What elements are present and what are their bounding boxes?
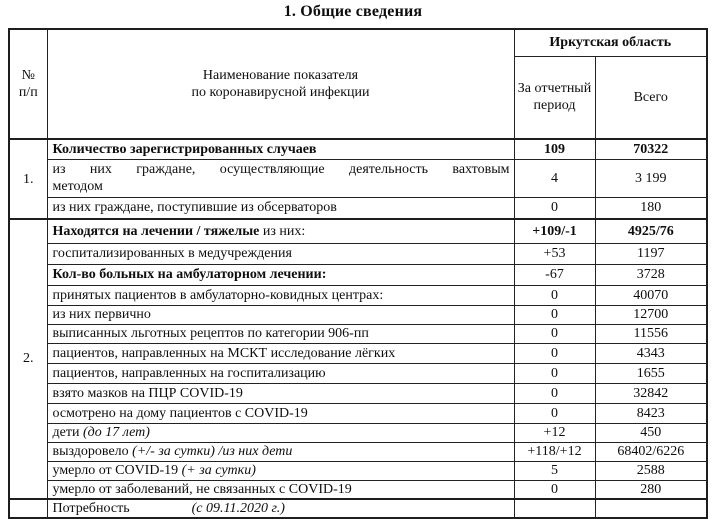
value-total: 3728 xyxy=(595,264,707,285)
value-total: 70322 xyxy=(595,139,707,159)
value-total: 3 199 xyxy=(595,159,707,197)
value-period xyxy=(514,499,595,518)
value-period: 0 xyxy=(514,343,595,363)
value-total: 450 xyxy=(595,423,707,442)
row-label-main: умерло от COVID-19 xyxy=(52,463,182,478)
table-row xyxy=(9,197,707,219)
row-label: Кол-во больных на амбулаторном лечении: xyxy=(47,264,514,285)
row-label: взято мазков на ПЦР COVID-19 xyxy=(47,383,514,403)
row-label xyxy=(47,499,514,518)
row-label xyxy=(47,461,514,480)
row-label: принятых пациентов в амбулаторно-ковидных центрах: xyxy=(47,285,514,305)
table-row xyxy=(9,219,707,243)
row-label xyxy=(47,442,514,461)
table-row xyxy=(9,442,707,461)
row-label xyxy=(47,423,514,442)
table-row xyxy=(9,363,707,383)
row-label-line2: методом xyxy=(52,179,103,194)
column-header-region: Иркутская область xyxy=(514,29,707,56)
value-period: +53 xyxy=(514,243,595,264)
table-row xyxy=(9,305,707,324)
row-label-suffix: из них: xyxy=(259,223,306,239)
value-period: +12 xyxy=(514,423,595,442)
row-label-main: Находятся на лечении / тяжелые xyxy=(52,223,260,239)
value-total: 40070 xyxy=(595,285,707,305)
row-label-italic: (+/- за сутки) /из них дети xyxy=(132,444,293,459)
value-total: 32842 xyxy=(595,383,707,403)
name-header-line1: Наименование показателя xyxy=(202,68,359,83)
table-row xyxy=(9,264,707,285)
value-total xyxy=(595,499,707,518)
table-row xyxy=(9,423,707,442)
table-row xyxy=(9,480,707,499)
value-total: 280 xyxy=(595,480,707,499)
table-row xyxy=(9,343,707,363)
value-period: 0 xyxy=(514,480,595,499)
value-total: 11556 xyxy=(595,324,707,343)
num-header-line2: п/п xyxy=(18,85,38,100)
value-total: 1197 xyxy=(595,243,707,264)
row-label-main: дети xyxy=(52,425,83,440)
table-row xyxy=(9,139,707,159)
name-header-line2: по коронавирусной инфекции xyxy=(191,85,370,100)
row-label: Количество зарегистрированных случаев xyxy=(47,139,514,159)
row-label: госпитализированных в медучреждения xyxy=(47,243,514,264)
row-label: пациентов, направленных на МСКТ исследование лёгких xyxy=(47,343,514,363)
value-total: 180 xyxy=(595,197,707,219)
value-total: 4925/76 xyxy=(595,219,707,243)
table-row-partial xyxy=(9,499,707,518)
row-label-line1: из них граждане, осуществляющие деятельность вахтовым xyxy=(52,162,510,177)
general-info-table xyxy=(8,28,708,519)
row-label-date-note: (с 09.11.2020 г.) xyxy=(191,500,285,516)
value-total: 4343 xyxy=(595,343,707,363)
table-row xyxy=(9,243,707,264)
value-period: 0 xyxy=(514,197,595,219)
table-row xyxy=(9,383,707,403)
page-title: 1. Общие сведения xyxy=(283,3,423,20)
row-label-main: Потребность xyxy=(52,500,130,516)
column-header-name xyxy=(47,29,514,139)
row-label: осмотрено на дому пациентов с COVID-19 xyxy=(47,403,514,423)
num-header-line1: № xyxy=(21,68,35,83)
value-total: 68402/6226 xyxy=(595,442,707,461)
section-number: 2. xyxy=(9,219,47,499)
row-label-italic: (до 17 лет) xyxy=(82,425,150,440)
value-period: 0 xyxy=(514,403,595,423)
table-row xyxy=(9,159,707,197)
value-period: 0 xyxy=(514,324,595,343)
row-label: выписанных льготных рецептов по категории 906-пп xyxy=(47,324,514,343)
table-row xyxy=(9,285,707,305)
value-period: 109 xyxy=(514,139,595,159)
value-period: 4 xyxy=(514,159,595,197)
row-label: умерло от заболеваний, не связанных с COVID-19 xyxy=(47,480,514,499)
value-total: 8423 xyxy=(595,403,707,423)
value-period: 5 xyxy=(514,461,595,480)
table-row xyxy=(9,461,707,480)
value-period: 0 xyxy=(514,285,595,305)
section-number: 1. xyxy=(9,139,47,219)
value-period: 0 xyxy=(514,383,595,403)
row-label-main: выздоровело xyxy=(52,444,133,459)
row-label-italic: (+ за сутки) xyxy=(181,463,256,478)
row-label xyxy=(47,219,514,243)
value-period: -67 xyxy=(514,264,595,285)
value-period: 0 xyxy=(514,305,595,324)
row-label: из них первично xyxy=(47,305,514,324)
value-period: +118/+12 xyxy=(514,442,595,461)
row-label: пациентов, направленных на госпитализацию xyxy=(47,363,514,383)
column-header-num xyxy=(9,29,47,139)
column-header-period: За отчетный период xyxy=(514,56,595,139)
table-row xyxy=(9,324,707,343)
value-total: 1655 xyxy=(595,363,707,383)
column-header-total: Всего xyxy=(595,56,707,139)
value-total: 12700 xyxy=(595,305,707,324)
section-number xyxy=(9,499,47,518)
value-period: 0 xyxy=(514,363,595,383)
table-row xyxy=(9,403,707,423)
value-total: 2588 xyxy=(595,461,707,480)
row-label xyxy=(47,159,514,197)
value-period: +109/-1 xyxy=(514,219,595,243)
row-label: из них граждане, поступившие из обсерваторов xyxy=(47,197,514,219)
